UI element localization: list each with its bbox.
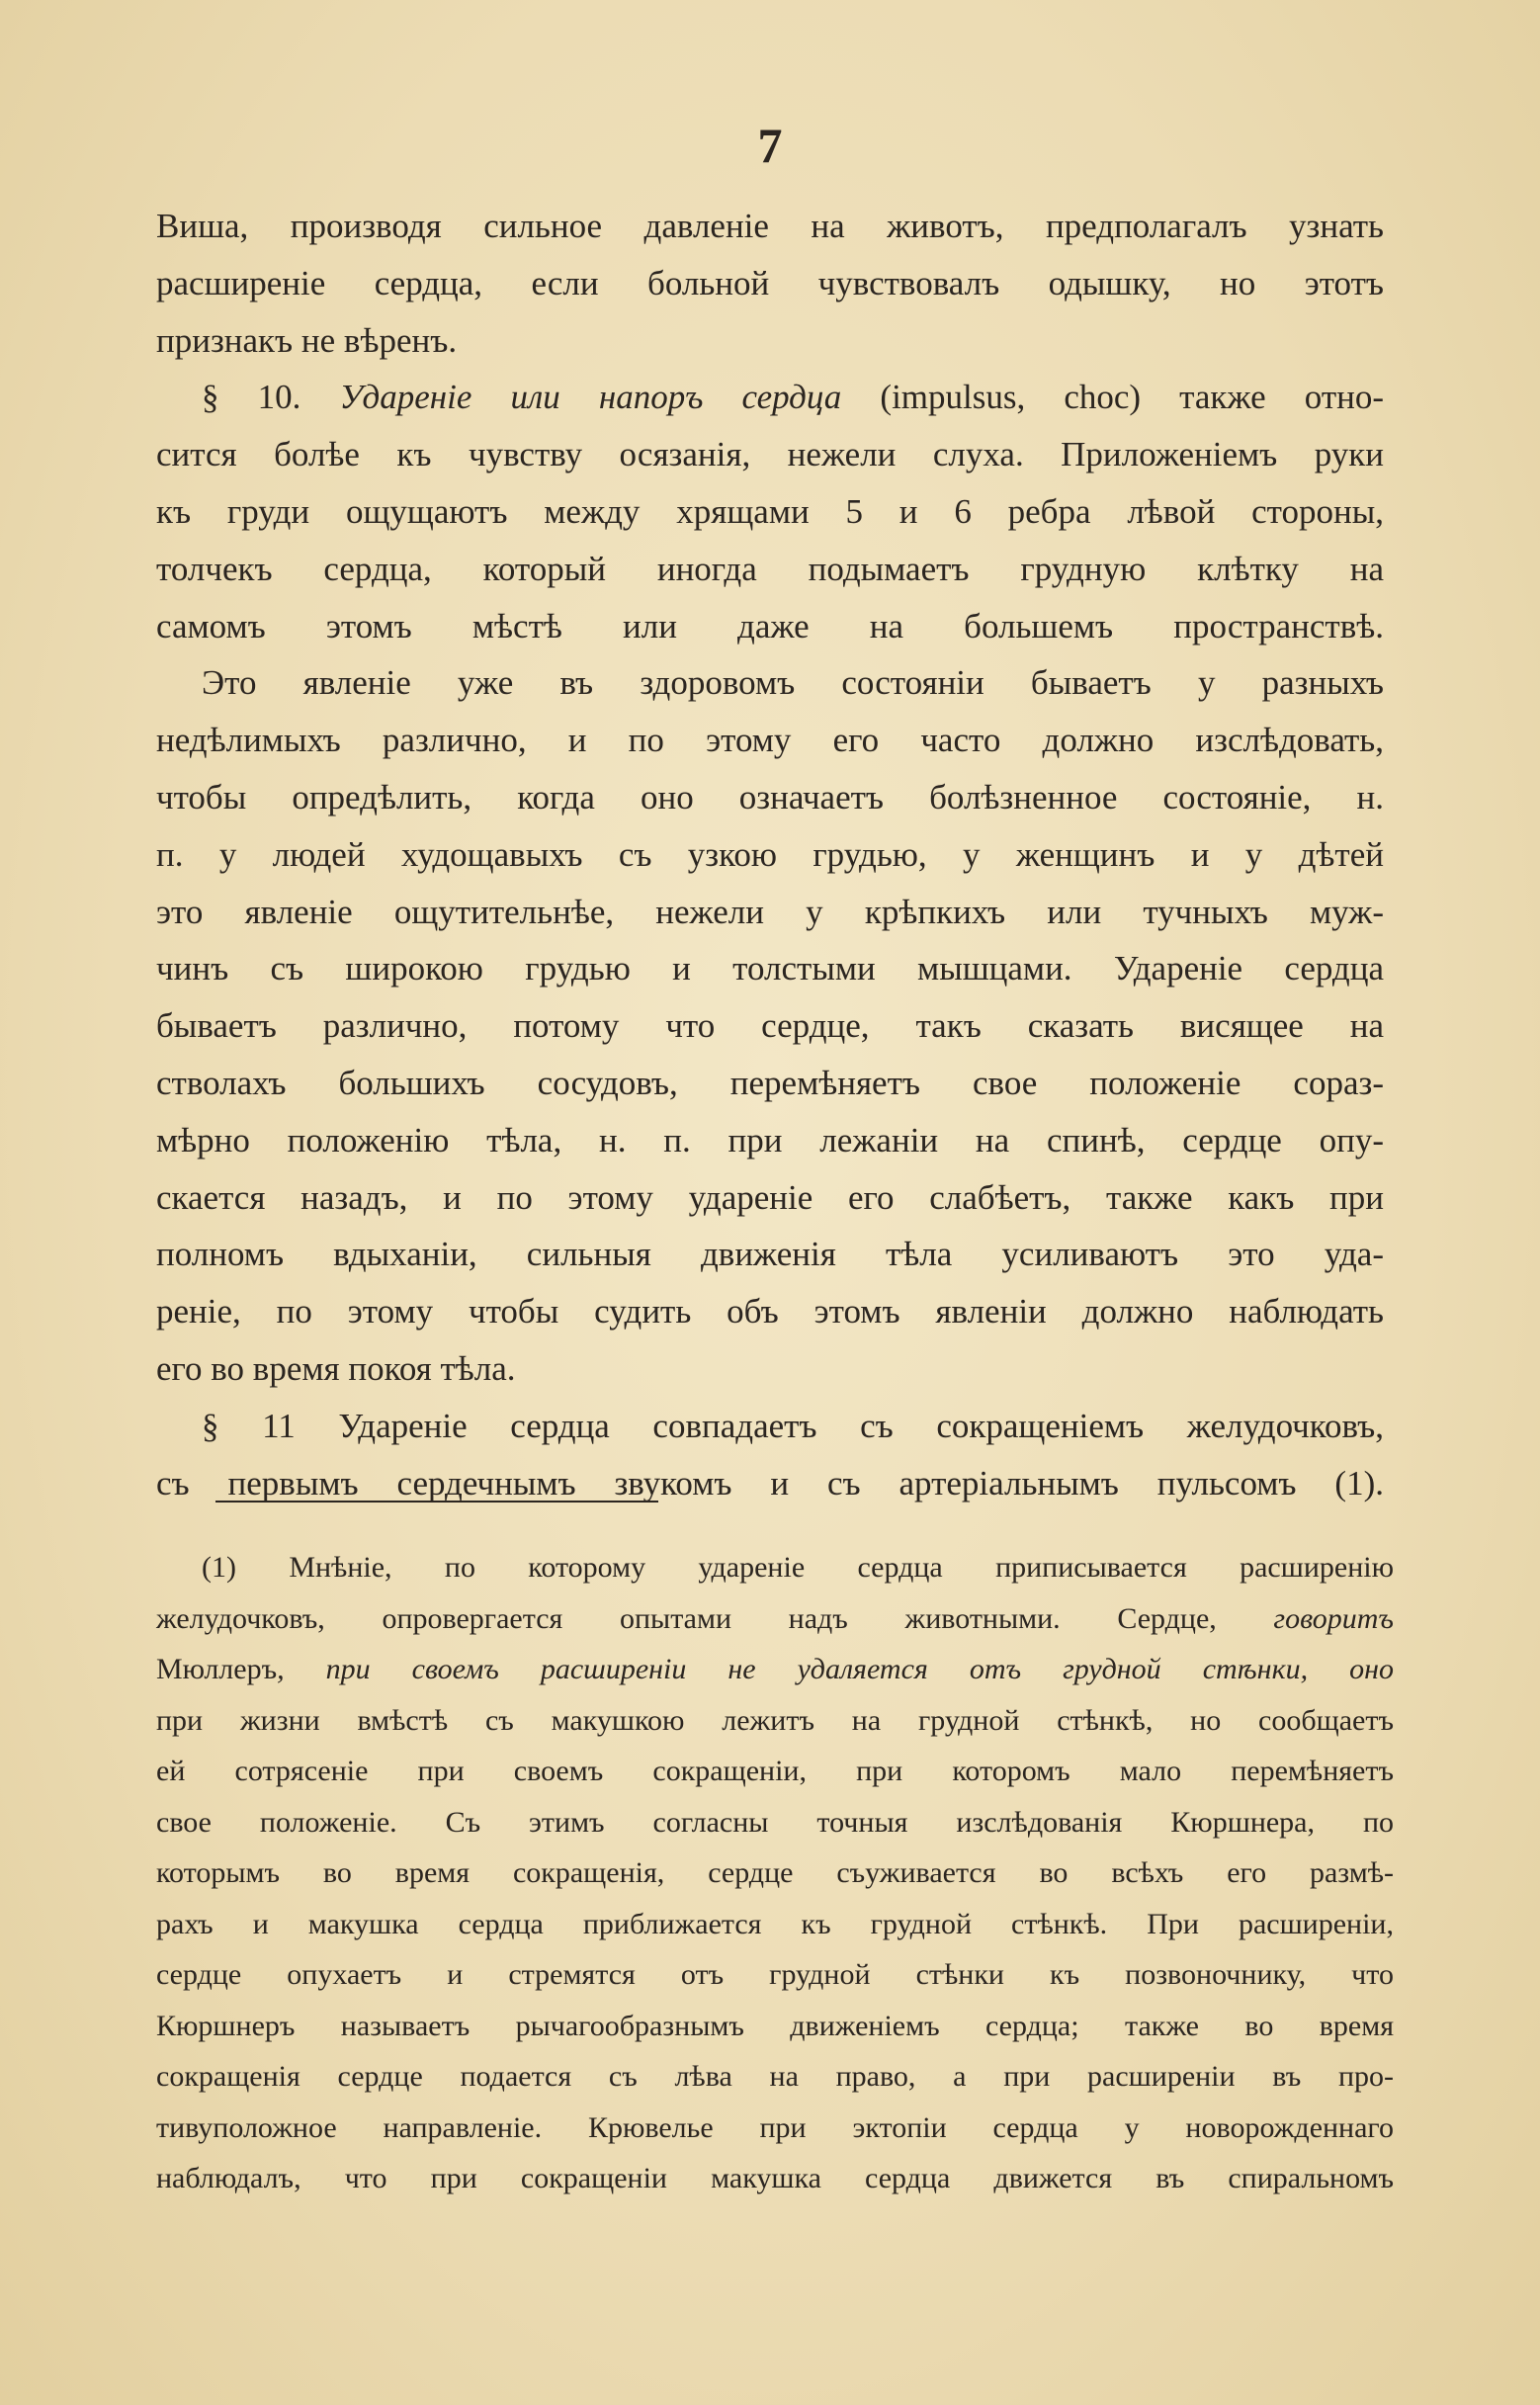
page-number: 7	[757, 118, 783, 173]
text-line: чинъ съ широкою грудью и толстыми мышцами. Удареніе сердца	[156, 949, 1384, 988]
footnote-line: (1) Мнѣніе, по которому удареніе сердца приписывается расширенію	[202, 1551, 1394, 1584]
text-line: бываетъ различно, потому что сердце, такъ сказать висящее на	[156, 1006, 1384, 1046]
footnote	[156, 1542, 1394, 2204]
section-11-line: § 11 Удареніе сердца совпадаетъ съ сокращеніемъ желудочковъ,	[202, 1406, 1384, 1445]
footnote-line: Кюршнеръ называетъ рычагообразнымъ движеніемъ сердца; также во время	[156, 2009, 1394, 2042]
text-line: недѣлимыхъ различно, и по этому его часто должно изслѣдовать,	[156, 721, 1384, 760]
footnote-line: которымъ во время сокращенія, сердце съуживается во всѣхъ его размѣ-	[156, 1856, 1394, 1889]
text-line: толчекъ сердца, который иногда подымаетъ грудную клѣтку на	[156, 549, 1384, 588]
text-line: стволахъ большихъ сосудовъ, перемѣняетъ свое положеніе сораз-	[156, 1063, 1384, 1102]
footnote-line: при жизни вмѣстѣ съ макушкою лежитъ на грудной стѣнкѣ, но сообщаетъ	[156, 1703, 1394, 1737]
text-line: полномъ вдыханіи, сильныя движенія тѣла усиливаютъ это уда-	[156, 1235, 1384, 1274]
text-line: скается назадъ, и по этому удареніе его слабѣетъ, также какъ при	[156, 1177, 1384, 1217]
main-text-body	[156, 198, 1384, 1511]
footnote-line: свое положеніе. Съ этимъ согласны точныя изслѣдованія Кюршнера, по	[156, 1805, 1394, 1839]
text-line: п. у людей худощавыхъ съ узкою грудью, у женщинъ и у дѣтей	[156, 834, 1384, 874]
text-line: реніе, по этому чтобы судить объ этомъ явленіи должно наблюдать	[156, 1292, 1384, 1331]
footnote-divider	[215, 1501, 658, 1503]
italic-phrase: Удареніе или напоръ сердца	[339, 378, 842, 417]
text-line: признакъ не вѣренъ.	[156, 320, 458, 360]
text-line: самомъ этомъ мѣстѣ или даже на большемъ пространствѣ.	[156, 606, 1384, 645]
text-line: съ первымъ сердечнымъ звукомъ и съ артеріальнымъ пульсомъ (1).	[156, 1463, 1384, 1503]
footnote-line: ей сотрясеніе при своемъ сокращеніи, при которомъ мало перемѣняетъ	[156, 1755, 1394, 1787]
text-line: его во время покоя тѣла.	[156, 1348, 516, 1388]
text-line: Это явленіе уже въ здоровомъ состояніи бываетъ у разныхъ	[202, 663, 1384, 703]
footnote-line: тивуположное направленіе. Крювелье при эктопіи сердца у новорожденнаго	[156, 2110, 1394, 2144]
italic-phrase: говоритъ	[1273, 1601, 1394, 1635]
section-10-heading-line: § 10. Удареніе или напоръ сердца (impulsus, choc) также отно-	[202, 378, 1385, 417]
footnote-line: рахъ и макушка сердца приближается къ грудной стѣнкѣ. При расширеніи,	[156, 1907, 1394, 1940]
text-line: Виша, производя сильное давленіе на животъ, предполагалъ узнать	[156, 207, 1384, 245]
footnote-line: сердце опухаетъ и стремятся отъ грудной стѣнки къ позвоночнику, что	[156, 1958, 1394, 1991]
footnote-line: наблюдалъ, что при сокращеніи макушка сердца движется въ спиральномъ	[156, 2162, 1394, 2194]
italic-phrase: , при своемъ расширеніи не удаляется отъ грудной стѣнки, оно	[277, 1653, 1394, 1685]
text-line: къ груди ощущаютъ между хрящами 5 и 6 ребра лѣвой стороны,	[156, 491, 1384, 531]
footnote-line: сокращенія сердце подается съ лѣва на право, а при расширеніи въ про-	[156, 2060, 1394, 2093]
footnote-line: Мюллеръ, при своемъ расширеніи не удаляется отъ грудной стѣнки, оно	[156, 1653, 1394, 1685]
text-line: расширеніе сердца, если больной чувствовалъ одышку, но этотъ	[156, 263, 1384, 302]
text-line: чтобы опредѣлить, когда оно означаетъ болѣзненное состояніе, н.	[156, 777, 1384, 816]
text-line: мѣрно положенію тѣла, н. п. при лежаніи на спинѣ, сердце опу-	[156, 1120, 1384, 1160]
footnote-line: желудочковъ, опровергается опытами надъ животными. Сердце, говоритъ	[156, 1601, 1394, 1635]
text-line: сится болѣе къ чувству осязанія, нежели слуха. Приложеніемъ руки	[156, 435, 1384, 474]
text-line: это явленіе ощутительнѣе, нежели у крѣпкихъ или тучныхъ муж-	[156, 892, 1384, 931]
